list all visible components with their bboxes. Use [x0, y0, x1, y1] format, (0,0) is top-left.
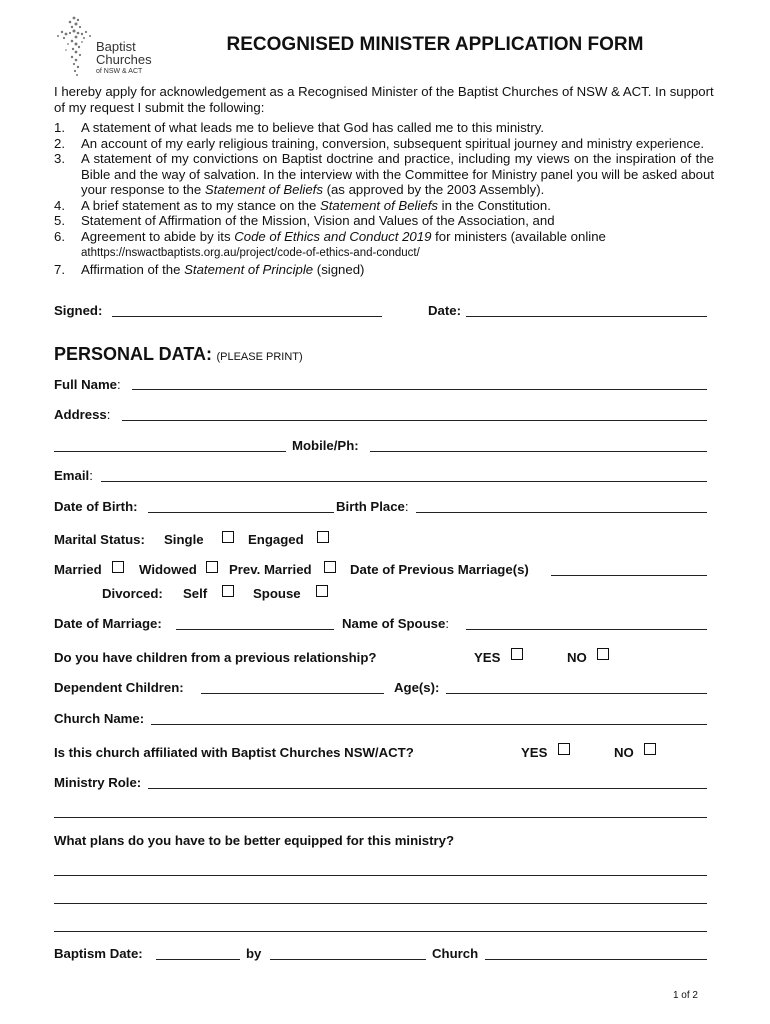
plans-answer-line-2[interactable]	[54, 903, 707, 904]
prev-married-checkbox[interactable]	[324, 561, 336, 573]
dob-label: Date of Birth:	[54, 499, 138, 514]
url-prefix: at	[81, 247, 91, 259]
ministry-role-label: Ministry Role:	[54, 775, 142, 790]
name-spouse-field[interactable]	[466, 629, 707, 630]
date-field[interactable]	[466, 316, 707, 317]
date-prev-marriage-label: Date of Previous Marriage(s)	[350, 562, 529, 577]
plans-answer-line-3[interactable]	[54, 931, 707, 932]
prev-married-label: Prev. Married	[229, 562, 312, 577]
single-checkbox[interactable]	[222, 531, 234, 543]
signature-field[interactable]	[112, 316, 382, 317]
ministry-role-field-line-2[interactable]	[54, 817, 707, 818]
church-name-field[interactable]	[151, 724, 707, 725]
email-field[interactable]	[101, 481, 707, 482]
full-name-field[interactable]	[132, 389, 707, 390]
engaged-checkbox[interactable]	[317, 531, 329, 543]
ministry-role-field[interactable]	[148, 788, 707, 789]
page-title: RECOGNISED MINISTER APPLICATION FORM	[226, 34, 644, 55]
email-label: Email:	[54, 468, 93, 483]
married-checkbox[interactable]	[112, 561, 124, 573]
plans-question: What plans do you have to be better equipped for this ministry?	[54, 833, 455, 848]
list-item: 2. An account of my early religious training, conversion, subsequent spiritual journey and ministry experience.	[54, 135, 705, 151]
affiliated-yes-checkbox[interactable]	[558, 743, 570, 755]
date-label: Date:	[428, 303, 461, 318]
affiliated-no-checkbox[interactable]	[644, 743, 656, 755]
mobile-field[interactable]	[370, 451, 707, 452]
list-item: 4. A brief statement as to my stance on the Statement of Beliefs in the Constitution.	[54, 197, 551, 213]
logo-text-baptist: Baptist	[96, 39, 136, 54]
intro-paragraph: I hereby apply for acknowledgement as a Recognised Minister of the Baptist Churches of NSW & ACT. In support of my request I submit the following:	[54, 84, 714, 115]
list-item: 7. Affirmation of the Statement of Principle (signed)	[54, 261, 365, 277]
dependent-children-field[interactable]	[201, 693, 384, 694]
list-item: 3. A statement of my convictions on Baptist doctrine and practice, including my views on the inspiration of the Bible and the way of salvation. In the interview with the Committee for Ministry panel you will be asked about your response to the Statement of Beliefs (as approved by the 2003 Assembly).	[54, 151, 714, 197]
spouse-label: Spouse	[253, 586, 301, 601]
engaged-label: Engaged	[248, 532, 304, 547]
personal-data-heading: PERSONAL DATA: (PLEASE PRINT)	[54, 344, 303, 364]
requirements-list	[54, 120, 714, 277]
divorced-label: Divorced:	[102, 586, 163, 601]
divorced-self-checkbox[interactable]	[222, 585, 234, 597]
children-yes-label: YES	[474, 650, 501, 665]
address-label: Address:	[54, 407, 111, 422]
affiliated-yes-label: YES	[521, 745, 548, 760]
date-prev-marriage-field[interactable]	[551, 575, 707, 576]
dependent-children-label: Dependent Children:	[54, 680, 184, 695]
ages-label: Age(s):	[394, 680, 440, 695]
church-name-label: Church Name:	[54, 711, 145, 726]
code-of-ethics-link[interactable]: https://nswactbaptists.org.au/project/code-of-ethics-and-conduct/	[90, 247, 420, 259]
name-spouse-label: Name of Spouse:	[342, 616, 449, 631]
widowed-label: Widowed	[139, 562, 197, 577]
date-marriage-label: Date of Marriage:	[54, 616, 162, 631]
mobile-label: Mobile/Ph:	[292, 438, 359, 453]
children-no-checkbox[interactable]	[597, 648, 609, 660]
birth-place-label: Birth Place:	[336, 499, 409, 514]
widowed-checkbox[interactable]	[206, 561, 218, 573]
affiliated-no-label: NO	[614, 745, 634, 760]
list-item: 6. Agreement to abide by its Code of Ethics and Conduct 2019 for ministers (available online athttps://nswactbaptists.org.au/project/code-of-ethics-and-conduct/	[54, 229, 714, 262]
full-name-label: Full Name:	[54, 377, 121, 392]
single-label: Single	[164, 532, 204, 547]
baptism-church-label: Church	[432, 946, 479, 961]
self-label: Self	[183, 586, 208, 601]
page-number: 1 of 2	[672, 990, 698, 1001]
birth-place-field[interactable]	[416, 512, 707, 513]
logo-text-churches: Churches	[96, 52, 152, 67]
signed-label: Signed:	[54, 303, 103, 318]
baptism-by-label: by	[246, 946, 262, 961]
address-field[interactable]	[122, 420, 707, 421]
address-line-2-field[interactable]	[54, 451, 286, 452]
baptism-church-field[interactable]	[485, 959, 707, 960]
affiliated-question: Is this church affiliated with Baptist Churches NSW/ACT?	[54, 745, 414, 760]
married-label: Married	[54, 562, 102, 577]
children-yes-checkbox[interactable]	[511, 648, 523, 660]
children-no-label: NO	[567, 650, 587, 665]
baptism-by-field[interactable]	[270, 959, 426, 960]
marital-status-label: Marital Status:	[54, 532, 145, 547]
date-marriage-field[interactable]	[176, 629, 334, 630]
children-question: Do you have children from a previous relationship?	[54, 650, 377, 665]
divorced-spouse-checkbox[interactable]	[316, 585, 328, 597]
logo-text-region: of NSW & ACT	[96, 68, 143, 75]
baptism-date-field[interactable]	[156, 959, 240, 960]
ages-field[interactable]	[446, 693, 707, 694]
list-item: 5. Statement of Affirmation of the Mission, Vision and Values of the Association, and	[54, 213, 555, 228]
baptism-date-label: Baptism Date:	[54, 946, 143, 961]
list-item: 1. A statement of what leads me to believe that God has called me to this ministry.	[54, 120, 545, 135]
dob-field[interactable]	[148, 512, 334, 513]
plans-answer-line-1[interactable]	[54, 875, 707, 876]
